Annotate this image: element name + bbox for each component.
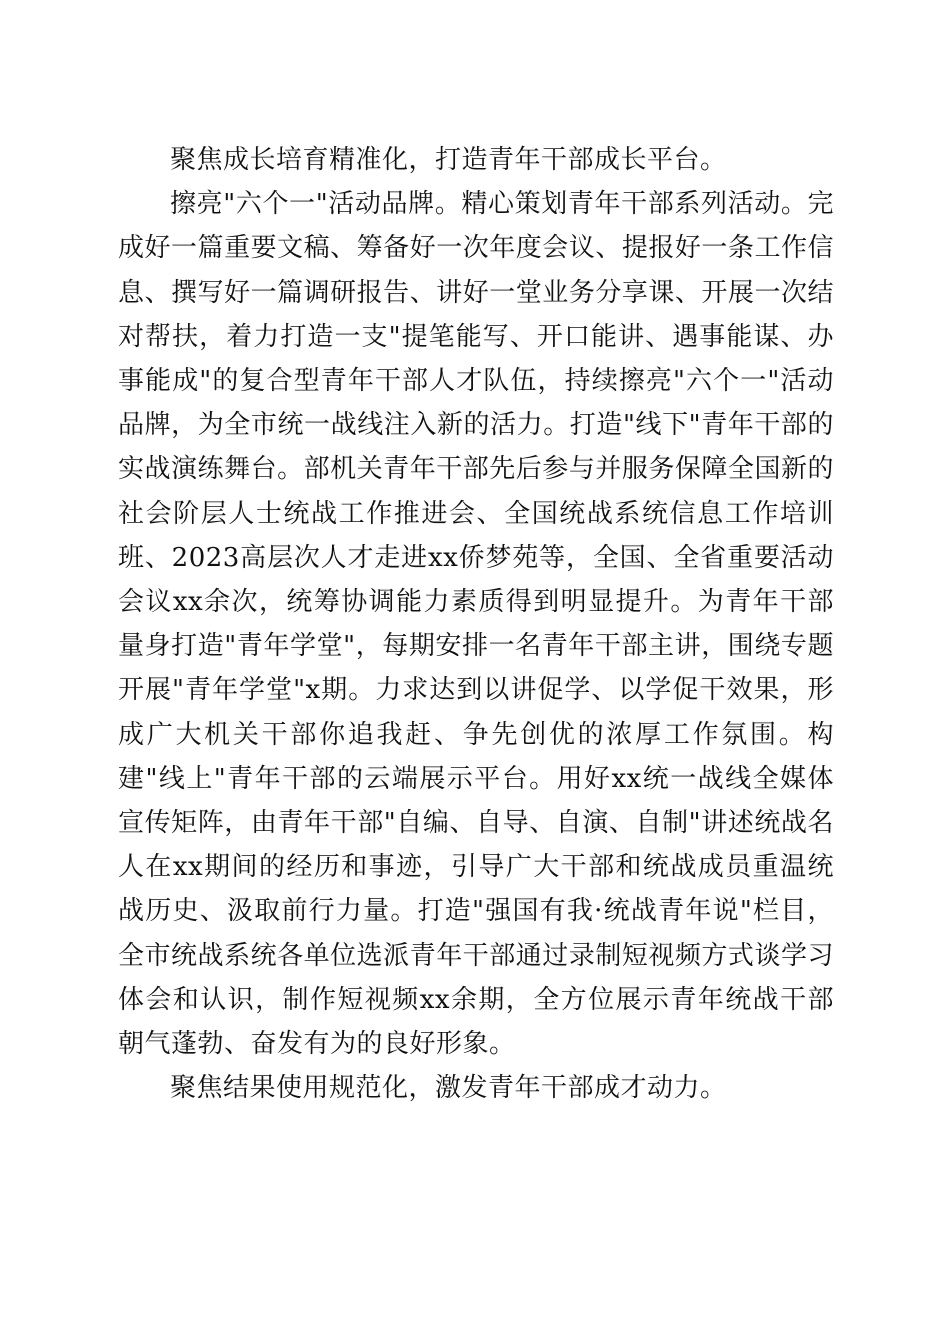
document-body: [118, 138, 834, 1110]
paragraph-heading-results: 聚焦结果使用规范化，激发青年干部成才动力。: [170, 1073, 727, 1104]
paragraph-heading-growth: 聚焦成长培育精准化，打造青年干部成长平台。: [170, 145, 727, 175]
paragraph-body: 擦亮"六个一"活动品牌。精心策划青年干部系列活动。完成好一篇重要文稿、筹备好一次年度会议、提报好一条工作信息、撰写好一篇调研报告、讲好一堂业务分享课、开展一次结对帮扶，着力打造一支"提笔能写、开口能讲、遇事能谋、办事能成"的复合型青年干部人才队伍，持续擦亮"六个一"活动品牌，为全市统一战线注入新的活力。打造"线下"青年干部的实战演练舞台。部机关青年干部先后参与并服务保障全国新的社会阶层人士统战工作推进会、全国统战系统信息工作培训班、2023高层次人才走进xx侨梦苑等，全国、全省重要活动会议xx余次，统筹协调能力素质得到明显提升。为青年干部量身打造"青年学堂"，每期安排一名青年干部主讲，围绕专题开展"青年学堂"x期。力求达到以讲促学、以学促干效果，形成广大机关干部你追我赶、争先创优的浓厚工作氛围。构建"线上"青年干部的云端展示平台。用好xx统一战线全媒体宣传矩阵，由青年干部"自编、自导、自演、自制"讲述统战名人在xx期间的经历和事迹，引导广大干部和统战成员重温统战历史、汲取前行力量。打造"强国有我·统战青年说"栏目，全市统战系统各单位选派青年干部通过录制短视频方式谈学习体会和认识，制作短视频xx余期，全方位展示青年统战干部朝气蓬勃、奋发有为的良好形象。: [118, 189, 834, 1060]
